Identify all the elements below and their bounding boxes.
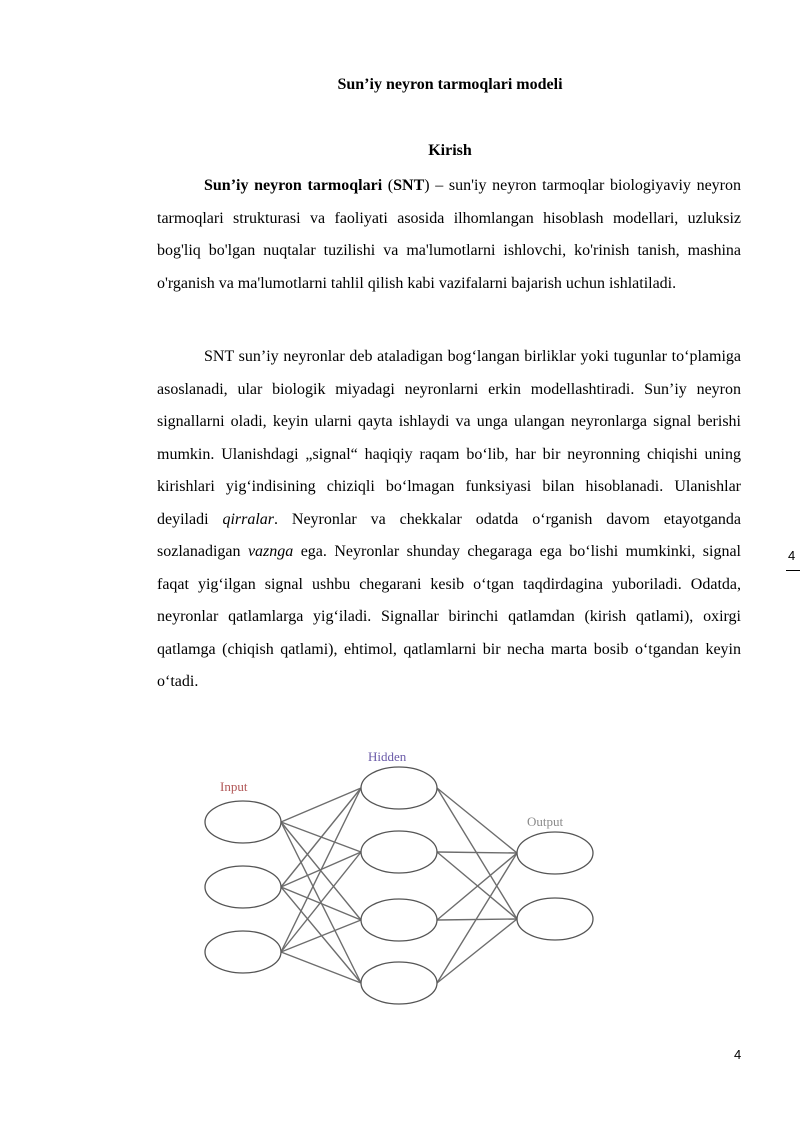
hidden-layer-label: Hidden xyxy=(368,749,407,764)
italic-term-2: vaznga xyxy=(247,543,294,560)
edge-hidden-0-output-0 xyxy=(437,788,517,853)
edge-input-1-hidden-2 xyxy=(281,887,361,920)
edge-hidden-3-output-0 xyxy=(437,853,517,983)
side-rule xyxy=(786,570,800,571)
output-node-2 xyxy=(517,898,593,940)
body-text-1: SNT sun’iy neyronlar deb ataladigan bog‘langan birliklar yoki tugunlar to‘plamiga asoslanadi, ular biologik miyadagi neyronlarni erkin modellashtiradi. Sun’iy neyron signallarni oladi, keyin ularni qayta ishlaydi va unga ulangan neyronlarga signal berishi mumkin. Ulanishdagi „signal“ haqiqiy raqam bo‘lib, har bir neyronning chiqishi uning kirishlari yig‘indisining chiziqli bo‘lmagan funksiyasi bilan hisoblanadi. Ulanishlar deyiladi xyxy=(157,348,741,528)
edge-hidden-1-output-0 xyxy=(437,852,517,853)
hidden-node-3 xyxy=(361,899,437,941)
intro-text: – sun'iy neyron tarmoqlar biologiyaviy neyron tarmoqlari strukturasi va faoliyati asosida ilhomlangan hisoblash modellari, uzluksiz bog'liq bo'lgan nuqtalar tuzilishi va ma'lumotlarni ishlovchi, ko'rinish tanish, mashina o'rganish va ma'lumotlarni tahlil qilish kabi vazifalarni bajarish uchun ishlatiladi. xyxy=(157,177,741,292)
network-nodes xyxy=(205,767,593,1004)
connection-edges xyxy=(281,788,517,983)
input-node-1 xyxy=(205,801,281,843)
hidden-node-2 xyxy=(361,831,437,873)
abbr-bold: SNT xyxy=(393,177,425,194)
edge-hidden-2-output-0 xyxy=(437,853,517,920)
input-node-2 xyxy=(205,866,281,908)
edge-input-0-hidden-0 xyxy=(281,788,361,822)
page-title: Sun’iy neyron tarmoqlari modeli xyxy=(337,76,563,93)
body-text-3: ega. Neyronlar shunday chegaraga ega bo‘lishi mumkinki, signal faqat yig‘ilgan signal ushbu chegarani kesib o‘tgan taqdirdagina yuboriladi. Odatda, neyronlar qatlamlarga yig‘iladi. Signallar birinchi qatlamdan (kirish qatlami), oxirgi qatlamga (chiqish qatlami), ehtimol, qatlamlarni bir necha marta bosib o‘tgandan keyin o‘tadi. xyxy=(157,543,741,690)
neural-network-diagram xyxy=(195,740,615,1010)
edge-input-2-hidden-3 xyxy=(281,952,361,983)
output-node-1 xyxy=(517,832,593,874)
edge-hidden-1-output-1 xyxy=(437,852,517,919)
side-page-number: 4 xyxy=(788,548,796,563)
input-layer-label: Input xyxy=(220,779,248,794)
body-paragraph xyxy=(157,341,741,699)
abbr-close: ) xyxy=(424,177,430,194)
input-node-3 xyxy=(205,931,281,973)
section-heading: Kirish xyxy=(428,142,472,159)
edge-hidden-3-output-1 xyxy=(437,919,517,983)
abbr-open: ( xyxy=(382,177,394,194)
output-layer-label: Output xyxy=(527,814,564,829)
intro-paragraph xyxy=(157,170,741,300)
edge-input-2-hidden-0 xyxy=(281,788,361,952)
italic-term-1: qirralar xyxy=(222,510,275,528)
hidden-node-4 xyxy=(361,962,437,1004)
body-text-2: . Neyronlar va chekkalar odatda o‘rganish davom etayotganda sozlanadigan xyxy=(157,510,741,560)
term-bold: Sun’iy neyron tarmoqlari xyxy=(204,177,383,194)
page-number: 4 xyxy=(734,1047,742,1062)
hidden-node-1 xyxy=(361,767,437,809)
